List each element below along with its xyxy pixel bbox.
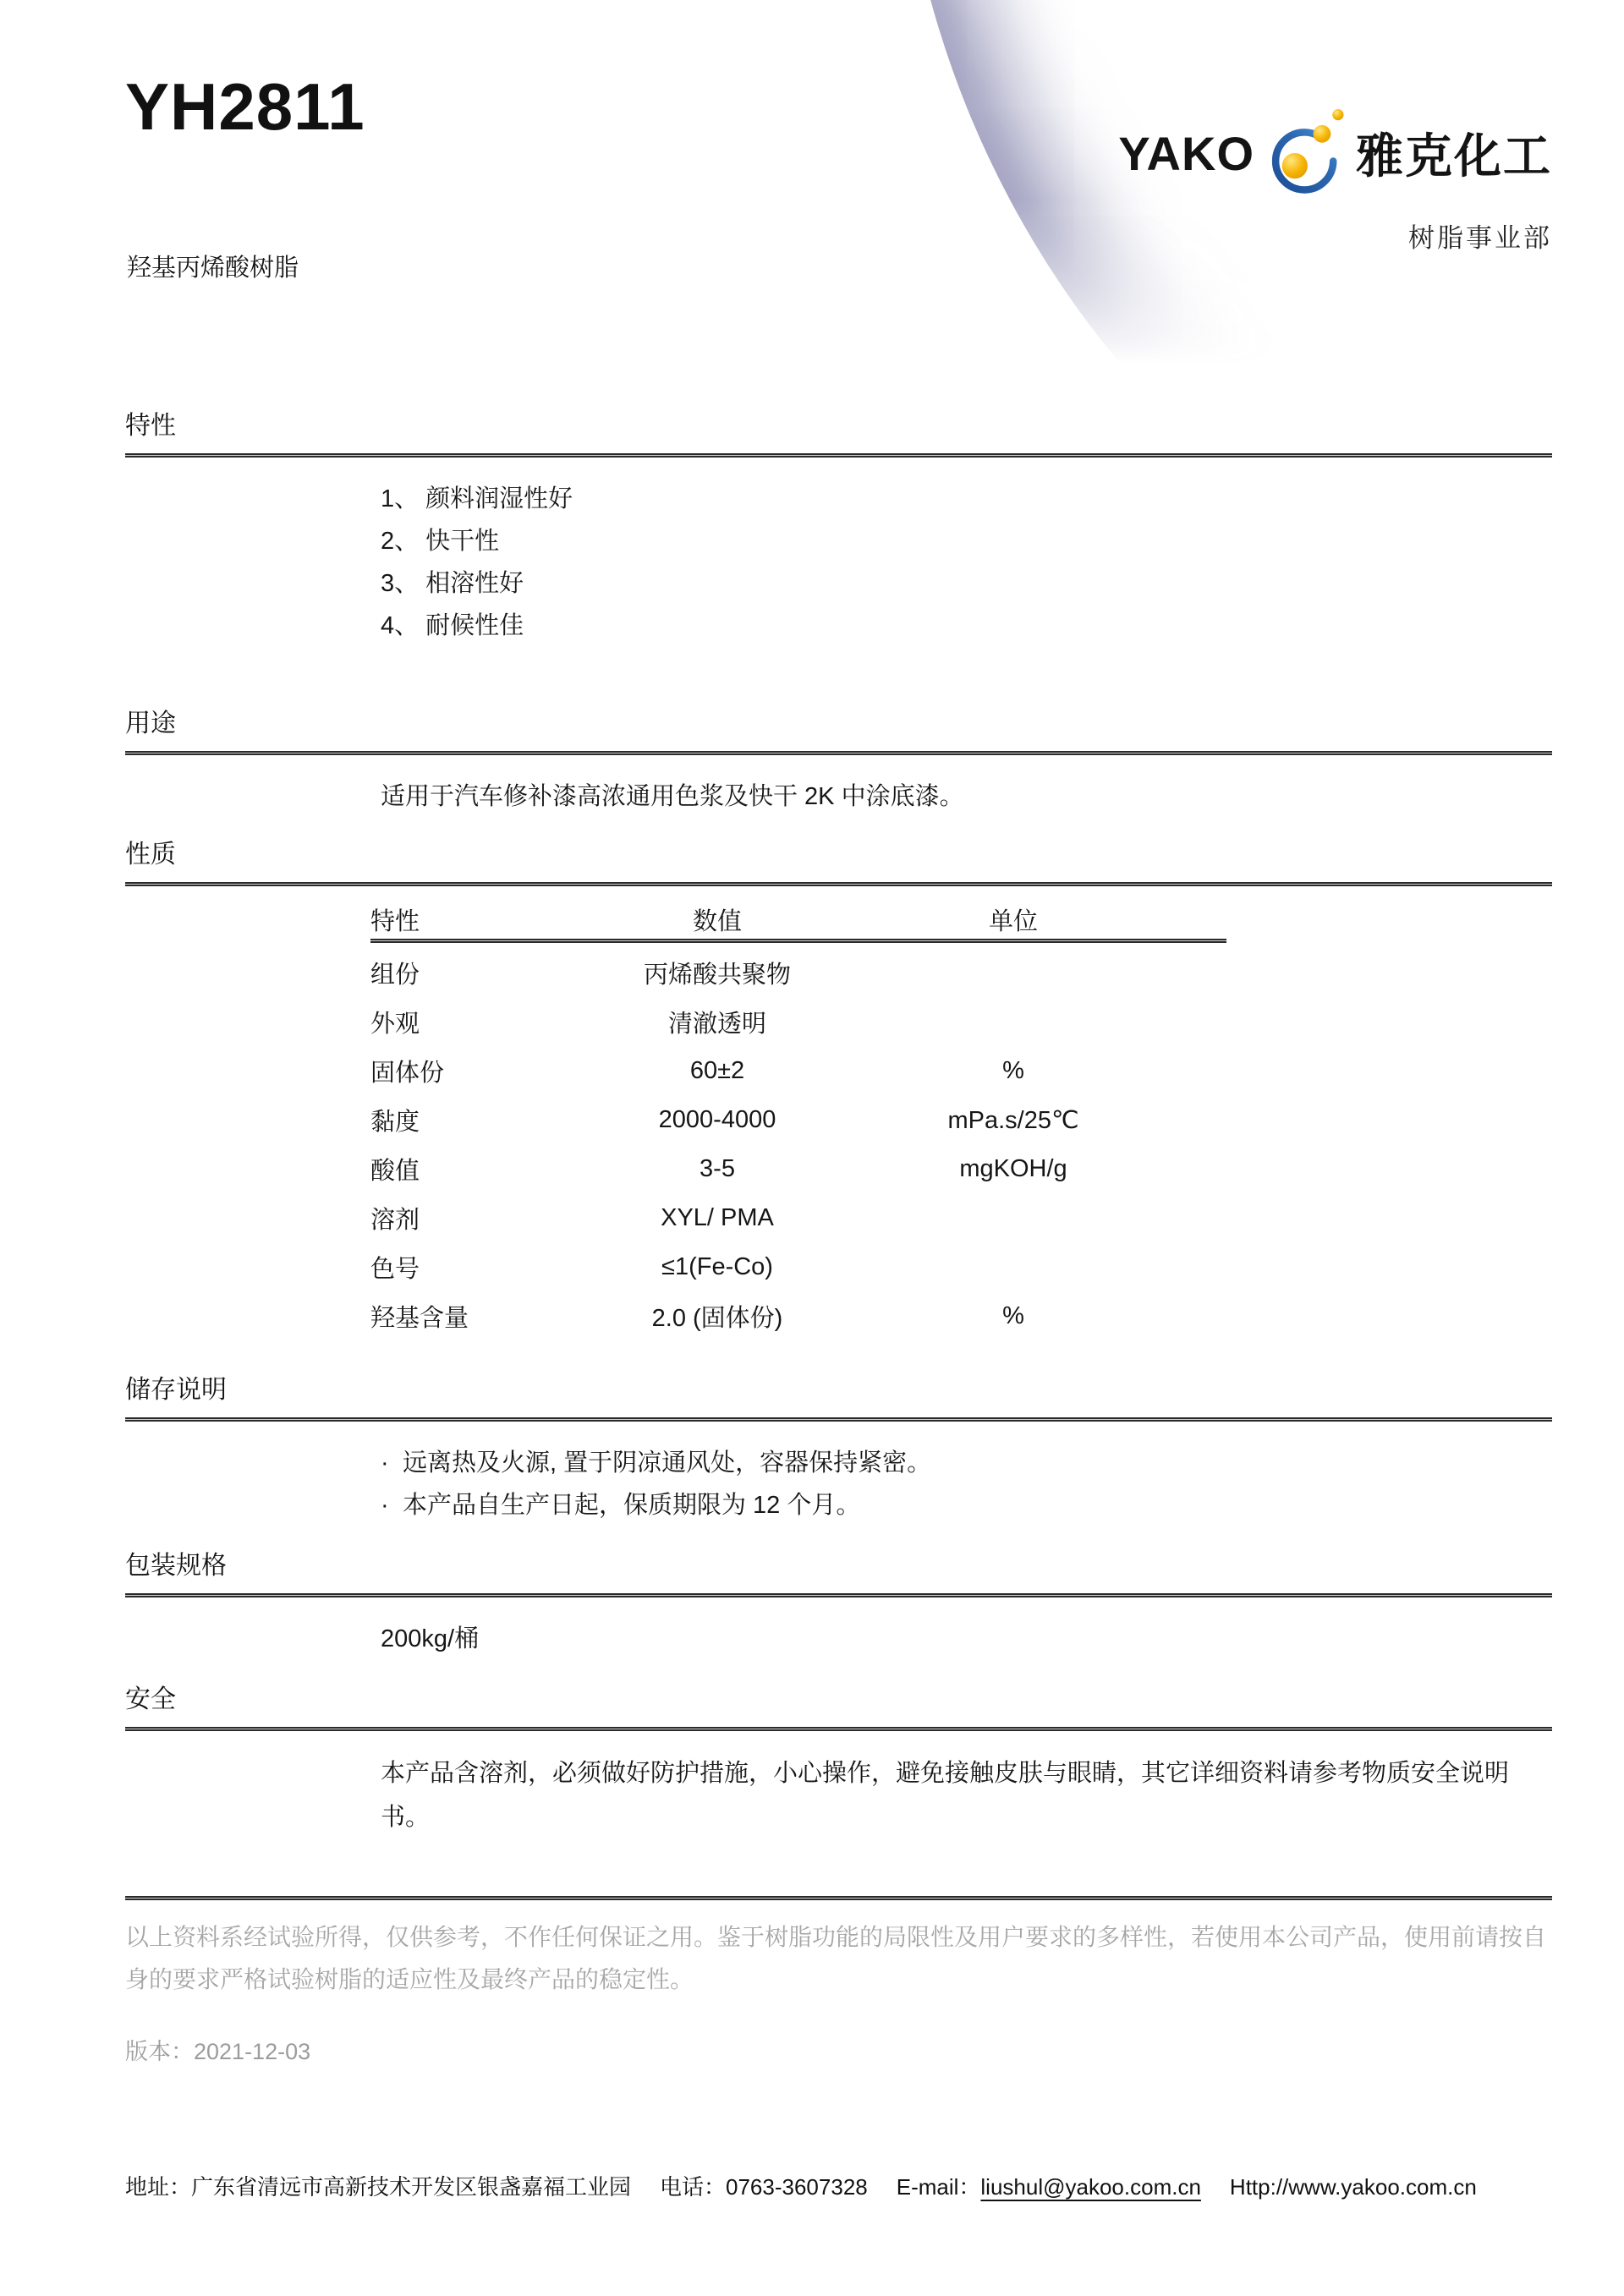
storage-item: [381, 1484, 1552, 1526]
safety-text: 本产品含溶剂，必须做好防护措施，小心操作，避免接触皮肤与眼睛，其它详细资料请参考物质安全说明书。: [381, 1760, 1510, 1831]
orbit-logo-icon: [1263, 103, 1351, 203]
feature-item: 1、 颜料润湿性好: [381, 485, 573, 512]
property-name: 外观: [370, 1010, 420, 1038]
property-name: 固体份: [370, 1059, 445, 1087]
properties-heading: 性质: [125, 841, 176, 869]
table-row: [370, 997, 1552, 1046]
property-unit: %: [1002, 1301, 1024, 1329]
section-uses: [125, 710, 1552, 818]
property-name: 酸值: [370, 1157, 420, 1185]
features-heading: 特性: [125, 412, 176, 440]
footer-email-link[interactable]: liushul@yakoo.com.cn: [980, 2174, 1201, 2200]
feature-item: 3、 相溶性好: [381, 570, 524, 597]
table-row: [370, 1193, 1552, 1242]
brand-logo-text: YAKO: [1118, 126, 1254, 180]
property-name: 羟基含量: [370, 1304, 469, 1332]
footer-website: Http://www.yakoo.com.cn: [1229, 2174, 1477, 2200]
property-value: 2.0 (固体份): [651, 1304, 783, 1332]
property-value: XYL/ PMA: [661, 1203, 774, 1231]
section-rule: [125, 1417, 1552, 1422]
storage-heading: 储存说明: [125, 1376, 227, 1404]
column-header: 特性: [370, 907, 420, 935]
column-header: 数值: [692, 907, 742, 935]
feature-item: 4、 耐候性佳: [381, 612, 524, 639]
property-unit: mPa.s/25℃: [947, 1106, 1079, 1134]
property-unit: mgKOH/g: [959, 1154, 1067, 1182]
section-features: [125, 413, 1552, 647]
section-properties: [125, 841, 1552, 1340]
property-value: 丙烯酸共聚物: [643, 961, 791, 989]
table-header-rule: [370, 939, 1226, 943]
version-text: 版本：2021-12-03: [125, 2039, 311, 2064]
bullet-icon: ·: [381, 1492, 389, 1519]
property-name: 组份: [370, 961, 420, 989]
section-packaging: [125, 1553, 1552, 1660]
table-row: [370, 1291, 1552, 1340]
footer-email-label: E-mail：: [896, 2174, 981, 2200]
footer-contact-line: [125, 2170, 1590, 2201]
storage-item-text: 本产品自生产日起，保质期限为 12 个月。: [403, 1492, 861, 1519]
property-value: ≤1(Fe-Co): [661, 1252, 773, 1280]
footer-address: 地址：广东省清远市高新技术开发区银盏嘉福工业园: [125, 2174, 632, 2200]
product-name: 羟基丙烯酸树脂: [127, 255, 299, 282]
section-rule: [125, 751, 1552, 755]
section-rule: [125, 1727, 1552, 1731]
section-safety: [125, 1686, 1552, 1839]
property-value: 60±2: [689, 1056, 745, 1084]
properties-table-body: [370, 948, 1552, 1340]
brand-division: 树脂事业部: [1408, 223, 1552, 253]
properties-table-header: [370, 900, 1552, 939]
disclaimer-text: 以上资料系经试验所得，仅供参考，不作任何保证之用。鉴于树脂功能的局限性及用户要求的多样性，若使用本公司产品，使用前请按自身的要求严格试验树脂的适应性及最终产品的稳定性。: [125, 1924, 1547, 1992]
table-row: [370, 1046, 1552, 1095]
table-row: [370, 948, 1552, 997]
safety-heading: 安全: [125, 1685, 176, 1713]
column-header: 单位: [988, 907, 1038, 935]
packaging-text: 200kg/桶: [381, 1625, 480, 1652]
packaging-heading: 包装规格: [125, 1552, 227, 1580]
property-value: 清澈透明: [667, 1010, 766, 1038]
section-storage: [125, 1377, 1552, 1526]
storage-item-text: 远离热及火源, 置于阴凉通风处，容器保持紧密。: [403, 1449, 932, 1477]
feature-item: 2、 快干性: [381, 528, 500, 555]
uses-heading: 用途: [125, 710, 176, 737]
footer-phone: 电话：0763-3607328: [660, 2174, 868, 2200]
property-unit: %: [1002, 1056, 1024, 1084]
property-name: 溶剂: [370, 1206, 420, 1234]
product-code-title: YH2811: [125, 69, 365, 144]
property-value: 2000-4000: [658, 1105, 776, 1133]
property-name: 色号: [370, 1255, 420, 1283]
brand-company-name: 雅克化工: [1356, 129, 1552, 183]
table-row: [370, 1242, 1552, 1291]
section-rule: [125, 882, 1552, 886]
section-rule: [125, 1593, 1552, 1597]
footer-divider-rule: [125, 1896, 1552, 1900]
bullet-icon: ·: [381, 1449, 389, 1477]
uses-text: 适用于汽车修补漆高浓通用色浆及快干 2K 中涂底漆。: [381, 783, 964, 810]
storage-item: [381, 1442, 1552, 1484]
section-rule: [125, 453, 1552, 458]
property-name: 黏度: [370, 1108, 420, 1136]
table-row: [370, 1144, 1552, 1193]
brand-block: [1118, 103, 1552, 255]
property-value: 3-5: [700, 1154, 735, 1182]
table-row: [370, 1095, 1552, 1144]
